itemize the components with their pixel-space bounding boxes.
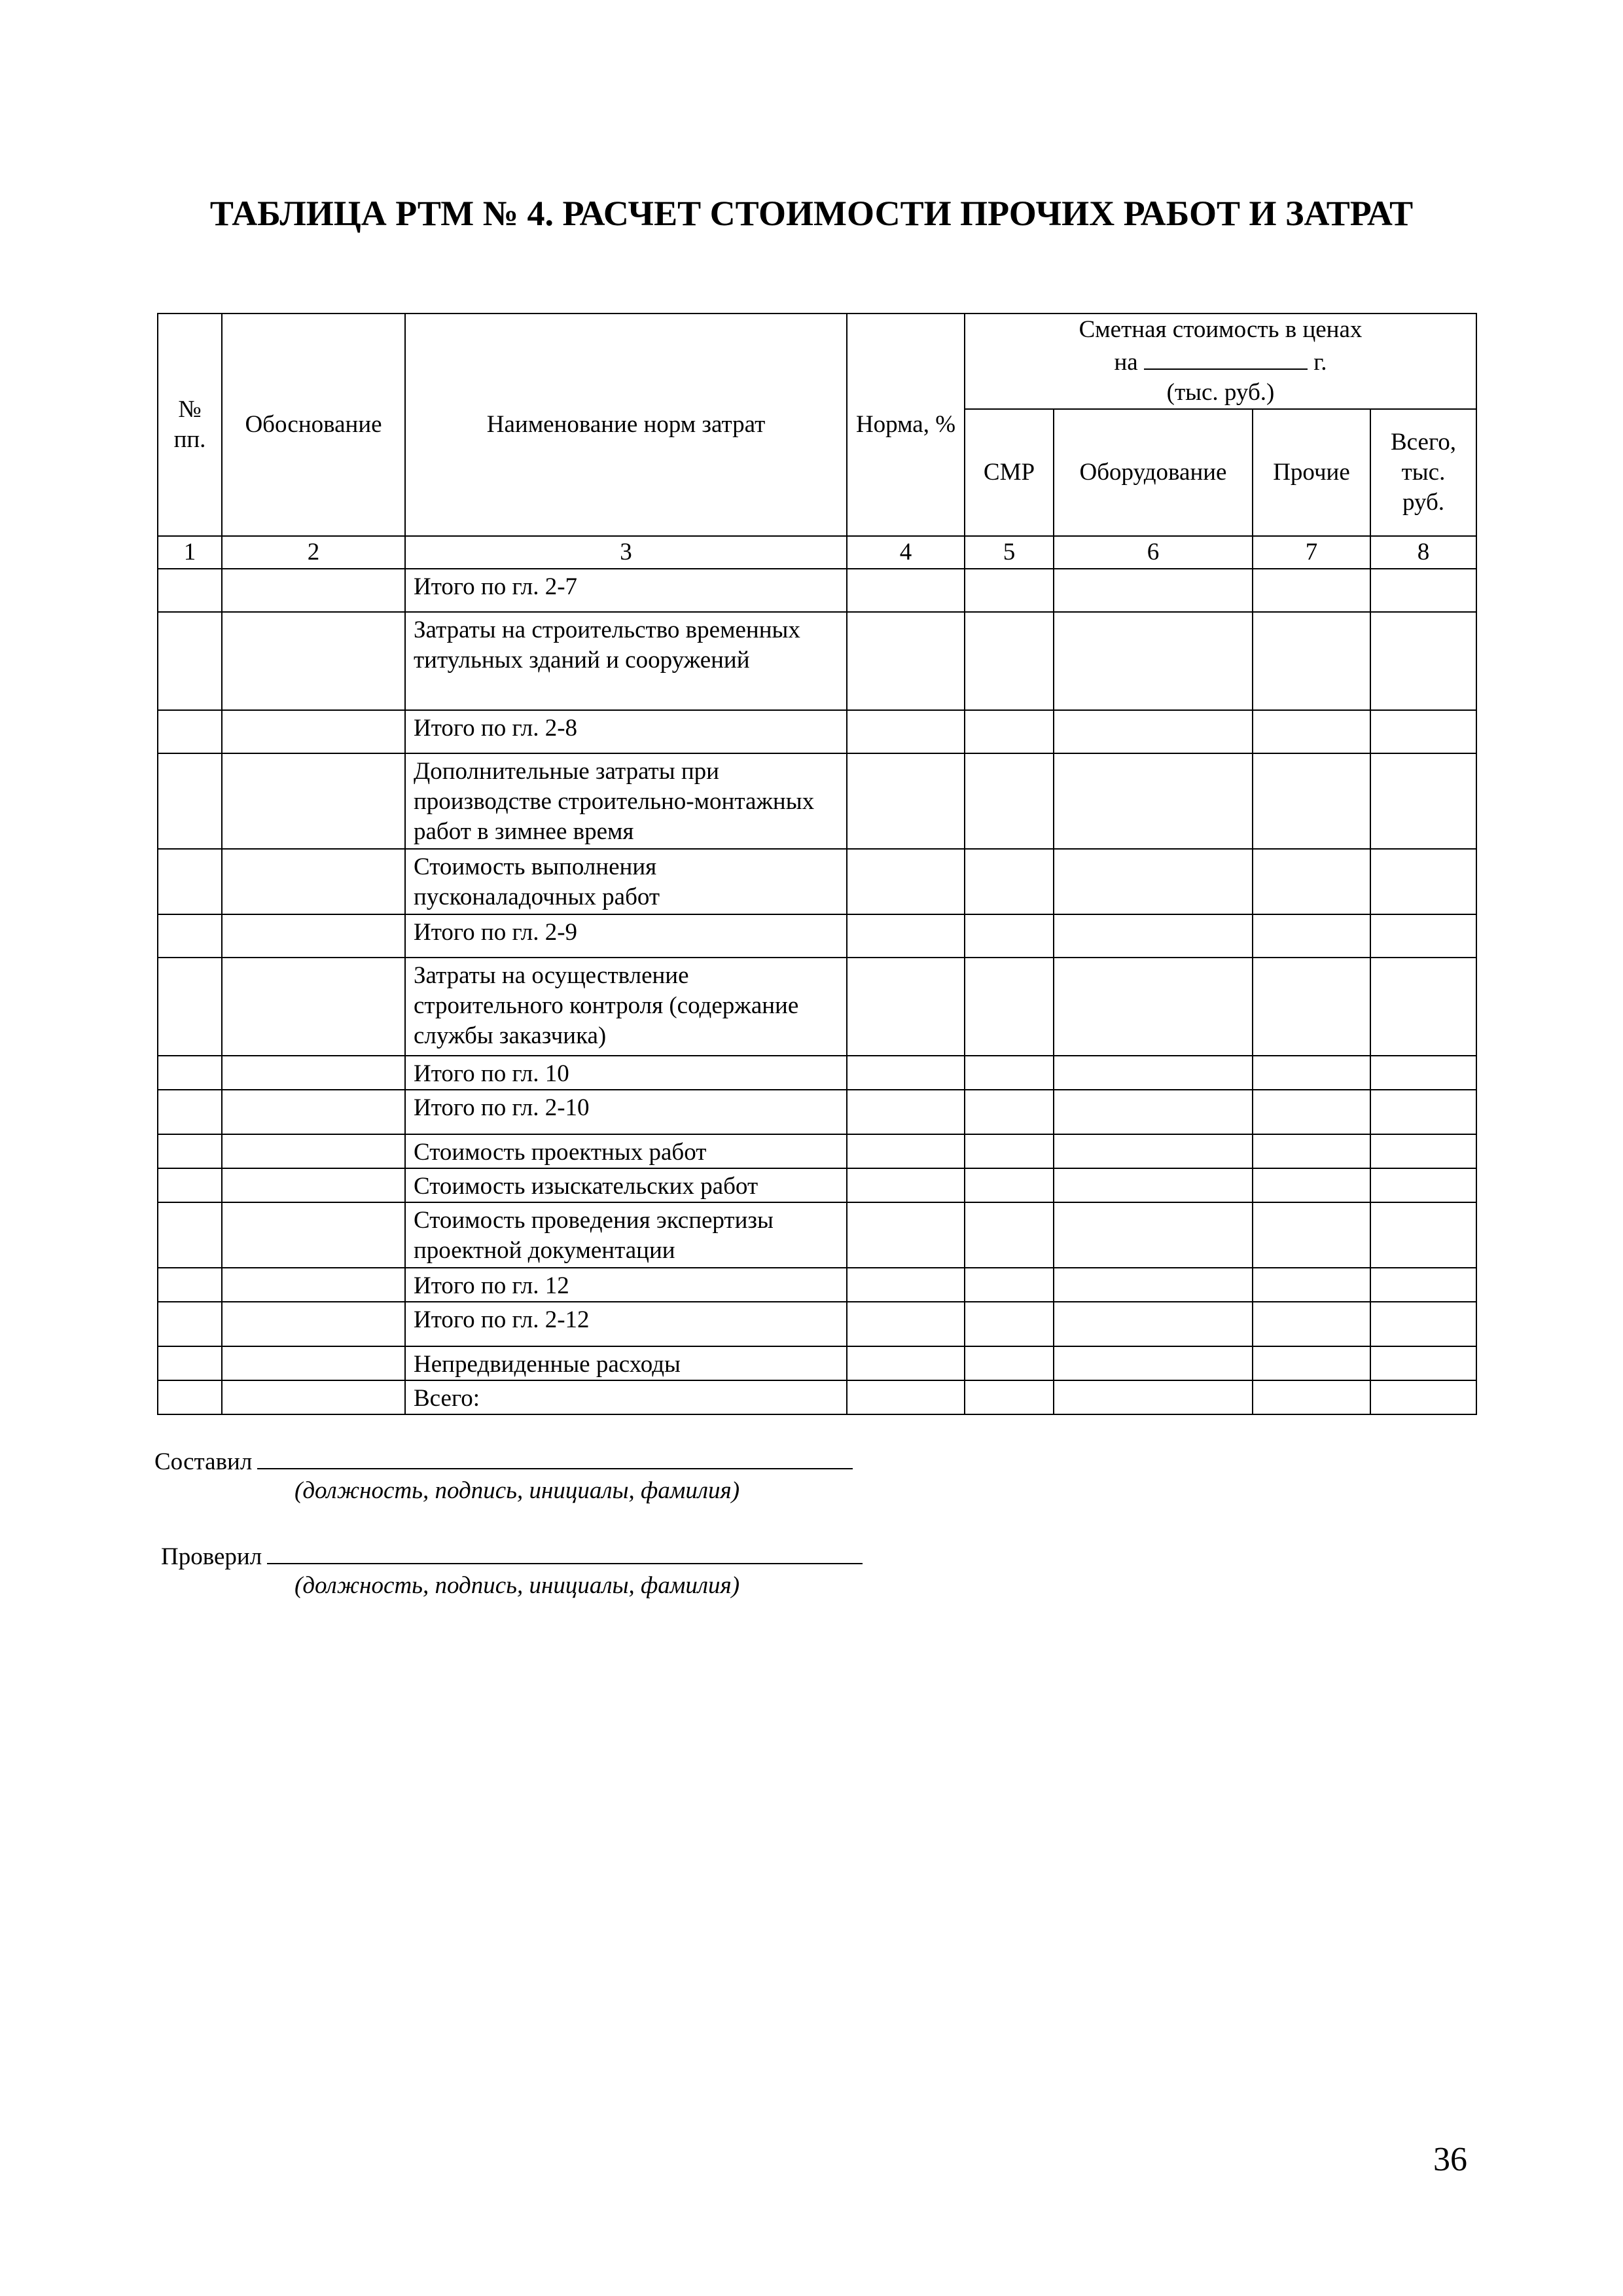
header-basis: Обоснование — [222, 314, 405, 536]
row-label: Непредвиденные расходы — [405, 1346, 847, 1380]
table-row — [158, 1302, 1476, 1346]
table-row — [158, 1056, 1476, 1090]
checked-signature-field — [267, 1538, 863, 1564]
header-equipment: Оборудование — [1054, 409, 1253, 536]
row-label: Итого по гл. 10 — [405, 1056, 847, 1090]
table-row — [158, 958, 1476, 1056]
table-row — [158, 1134, 1476, 1168]
date-blank-line — [1144, 345, 1308, 370]
column-number: 2 — [222, 536, 405, 569]
row-label: Всего: — [405, 1380, 847, 1414]
column-number: 6 — [1054, 536, 1253, 569]
column-numbers-row — [158, 536, 1476, 569]
column-number: 4 — [847, 536, 965, 569]
header-cost-line3: (тыс. руб.) — [1166, 379, 1275, 406]
compiled-label: Составил — [154, 1448, 253, 1475]
row-label: Стоимость изыскательских работ — [405, 1168, 847, 1202]
header-smr: СМР — [965, 409, 1054, 536]
column-number: 5 — [965, 536, 1054, 569]
table-row — [158, 1168, 1476, 1202]
header-estimated-cost — [965, 314, 1476, 409]
row-label: Итого по гл. 2-12 — [405, 1302, 847, 1346]
page-title: ТАБЛИЦА РТМ № 4. РАСЧЕТ СТОИМОСТИ ПРОЧИХ РАБОТ И ЗАТРАТ — [209, 194, 1414, 233]
row-label: Стоимость проектных работ — [405, 1134, 847, 1168]
table-row — [158, 569, 1476, 612]
header-total: Всего, тыс. руб. — [1370, 409, 1476, 536]
table-row — [158, 1346, 1476, 1380]
table-row — [158, 1090, 1476, 1134]
row-label: Итого по гл. 2-7 — [405, 569, 847, 612]
table-row — [158, 710, 1476, 753]
row-label: Итого по гл. 2-10 — [405, 1090, 847, 1134]
header-other: Прочие — [1253, 409, 1370, 536]
row-label: Итого по гл. 2-8 — [405, 710, 847, 753]
header-cost-line1: Сметная стоимость в ценах — [1079, 316, 1363, 343]
page-number: 36 — [1433, 2141, 1467, 2178]
row-label: Стоимость проведения экспертизы проектной документации — [405, 1202, 847, 1268]
table-row — [158, 753, 1476, 849]
table-row — [158, 1380, 1476, 1414]
row-label: Дополнительные затраты при производстве строительно-монтажных работ в зимнее время — [405, 753, 847, 849]
row-label: Итого по гл. 12 — [405, 1268, 847, 1302]
header-cost-suffix: г. — [1313, 349, 1327, 376]
column-number: 1 — [158, 536, 222, 569]
table-row — [158, 1202, 1476, 1268]
column-number: 3 — [405, 536, 847, 569]
header-cost-prefix: на — [1114, 349, 1138, 376]
table-row — [158, 612, 1476, 710]
header-num: № пп. — [158, 314, 222, 536]
row-label: Затраты на строительство временных титульных зданий и сооружений — [405, 612, 847, 710]
cost-calculation-table — [157, 313, 1477, 1415]
row-label: Итого по гл. 2-9 — [405, 914, 847, 958]
table-row — [158, 1268, 1476, 1302]
table-row — [158, 849, 1476, 914]
checked-by-line — [161, 1538, 863, 1572]
table-row — [158, 914, 1476, 958]
header-cost-line2 — [973, 345, 1468, 378]
checked-hint: (должность, подпись, инициалы, фамилия) — [294, 1572, 740, 1599]
checked-label: Проверил — [161, 1543, 262, 1570]
compiled-signature-field — [257, 1443, 853, 1469]
row-label: Стоимость выполнения пусконаладочных работ — [405, 849, 847, 914]
column-number: 8 — [1370, 536, 1476, 569]
row-label: Затраты на осуществление строительного контроля (содержание службы заказчика) — [405, 958, 847, 1056]
compiled-hint: (должность, подпись, инициалы, фамилия) — [294, 1477, 740, 1504]
column-number: 7 — [1253, 536, 1370, 569]
header-norm: Норма, % — [847, 314, 965, 536]
compiled-by-line — [154, 1443, 853, 1477]
header-name: Наименование норм затрат — [405, 314, 847, 536]
